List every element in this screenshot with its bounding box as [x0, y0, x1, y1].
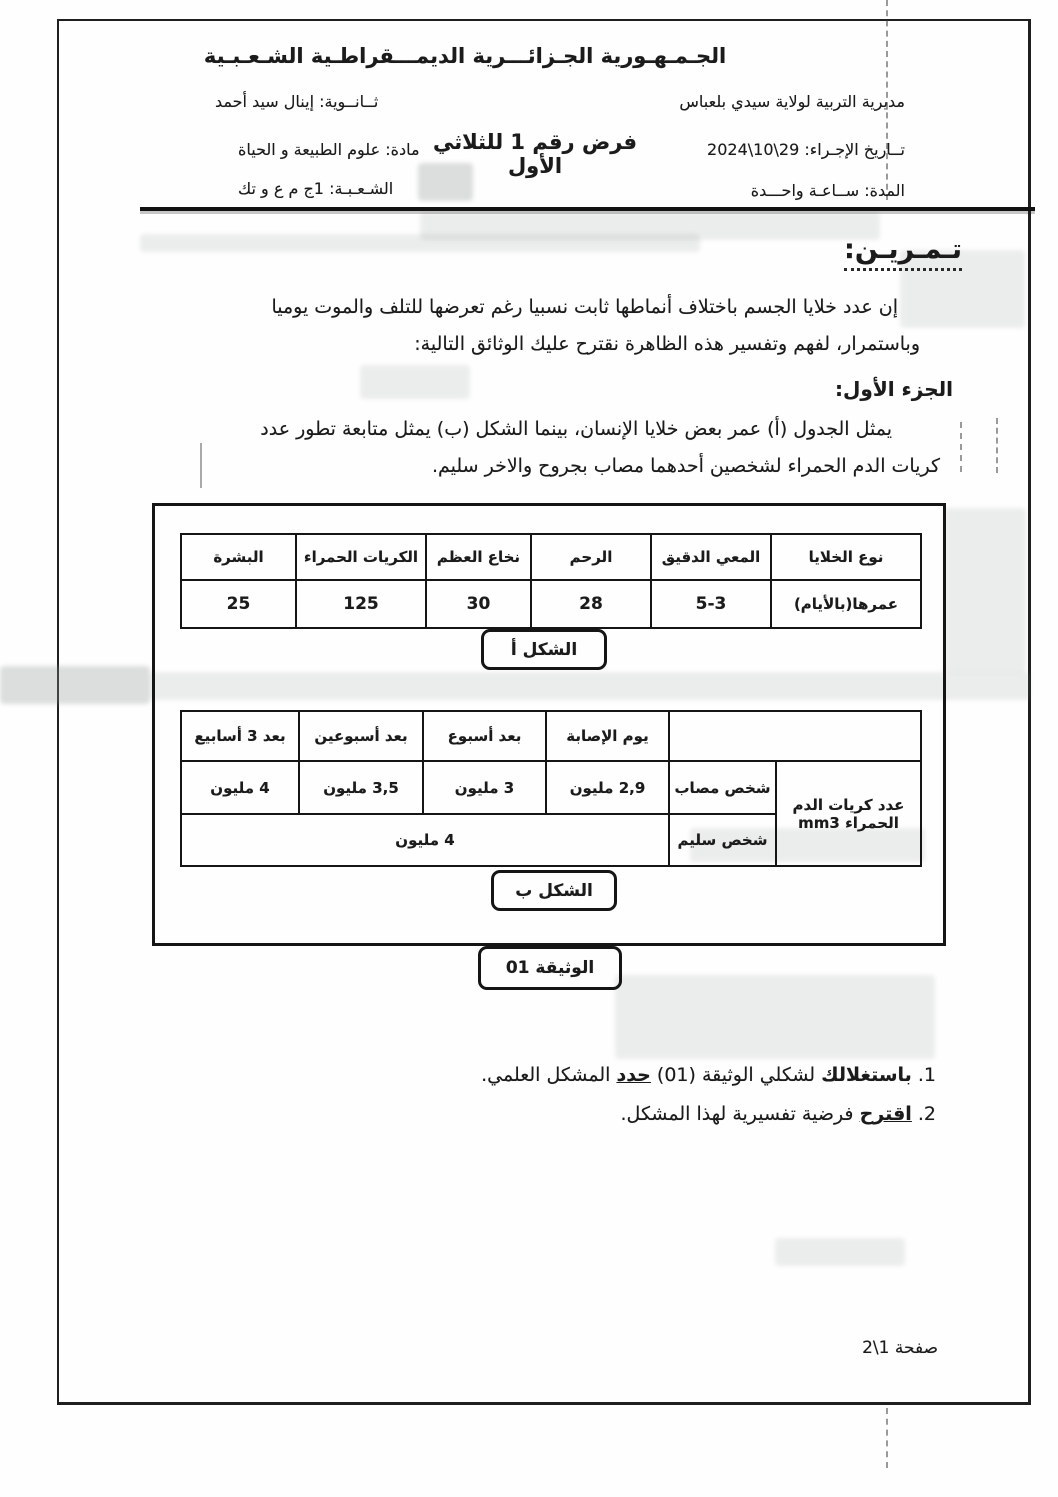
scan-artifact [0, 666, 150, 704]
table-b-rbc-count [180, 710, 922, 867]
exercise-heading: تـمـريـن: [844, 234, 962, 271]
table-b-header: بعد 3 أسابيع [181, 711, 299, 761]
question-2 [481, 1095, 936, 1134]
table-b-header: بعد أسبوعين [299, 711, 423, 761]
stream-line: الشـعـبـة: 1ج م ع و تك [238, 179, 394, 198]
document-01-frame [152, 503, 946, 946]
page-word: صفحة [894, 1338, 938, 1358]
table-a-value: 30 [426, 580, 531, 628]
table-b-value: 2,9 مليون [546, 761, 669, 814]
scan-artifact [960, 422, 962, 472]
table-b-header: بعد أسبوع [423, 711, 546, 761]
exercise-intro-line1: إن عدد خلايا الجسم باختلاف أنماطها ثابت نسبيا رغم تعرضها للتلف والموت يوميا [271, 296, 898, 318]
figure-a-caption: الشكل أ [481, 629, 607, 670]
school-line: ثــانــوية: إينال سيد أحمد [215, 92, 379, 111]
table-a-value: 125 [296, 580, 426, 628]
question-2-number: 2. [917, 1103, 936, 1125]
scan-artifact [360, 365, 470, 399]
figure-b-caption: الشكل ب [491, 870, 617, 911]
question-2-verb: اقترح [859, 1103, 912, 1125]
date-label: تــاريخ الإجـراء: [804, 140, 905, 159]
duration-line: المدة: ســاعـة واحـــدة [750, 181, 905, 200]
republic-title: الجـمـهـورية الجـزائـــرية الديمـــقراطـية الشـعـبـية [203, 44, 727, 68]
table-b-injured-row [181, 761, 921, 814]
table-a-header: البشرة [181, 534, 296, 580]
exercise-intro-line2: وباستمرار، لفهم وتفسير هذه الظاهرة نقترح عليك الوثائق التالية: [414, 333, 920, 355]
part1-intro-line1: يمثل الجدول (أ) عمر بعض خلايا الإنسان، بينما الشكل (ب) يمثل متابعة تطور عدد [260, 418, 892, 440]
table-a-value: 5-3 [651, 580, 771, 628]
table-a-value: 25 [181, 580, 296, 628]
part1-intro-line2: كريات الدم الحمراء لشخصين أحدهما مصاب بجروح والاخر سليم. [431, 455, 940, 477]
scan-artifact [420, 212, 880, 240]
table-b-healthy-label: شخص سليم [669, 814, 776, 866]
question-1 [481, 1056, 936, 1095]
table-b-healthy-value: 4 مليون [181, 814, 669, 866]
scan-artifact [775, 1238, 905, 1266]
table-b-injured-label: شخص مصاب [669, 761, 776, 814]
question-1-number: 1. [917, 1064, 936, 1086]
part1-heading: الجزء الأول: [835, 377, 953, 401]
scan-artifact [615, 975, 935, 1059]
table-a-value: 28 [531, 580, 651, 628]
subject-line: مادة: علوم الطبيعة و الحياة [238, 140, 420, 159]
table-a-header-row [181, 534, 921, 580]
scan-artifact [944, 508, 1026, 673]
question-1-lead: باستغلالك [821, 1064, 912, 1086]
table-a-header: نوع الخلايا [771, 534, 921, 580]
table-b-header: يوم الإصابة [546, 711, 669, 761]
document-01-label: الوثيقة 01 [478, 946, 622, 990]
table-b-value: 4 مليون [181, 761, 299, 814]
table-a-header: المعي الدقيق [651, 534, 771, 580]
table-b-value: 3 مليون [423, 761, 546, 814]
header-divider [140, 207, 1035, 211]
question-1-post: المشكل العلمي. [481, 1064, 611, 1086]
question-1-verb: حدد [616, 1064, 651, 1086]
directorate-line: مديرية التربية لولاية سيدي بلعباس [679, 92, 905, 111]
questions-list [481, 1056, 936, 1134]
exam-title: فرض رقم 1 للثلاثي الأول [432, 130, 638, 178]
page-number: 2\1 [862, 1338, 890, 1358]
table-a-cell-lifespan [180, 533, 922, 629]
date-value: 2024\10\29 [707, 140, 800, 159]
scan-artifact [996, 418, 998, 473]
table-a-row-label: عمرها(بالأيام) [771, 580, 921, 628]
table-a-value-row [181, 580, 921, 628]
scan-artifact [886, 1408, 888, 1468]
table-b-header-row [181, 711, 921, 761]
exam-date-line [707, 140, 905, 159]
table-b-row-label: عدد كريات الدم الحمراء mm3 [776, 761, 921, 866]
part1-intro [118, 411, 940, 485]
page-footer [862, 1338, 938, 1358]
question-2-post: فرضية تفسيرية لهذا المشكل. [620, 1103, 854, 1125]
scan-artifact [140, 234, 700, 252]
table-b-corner-cell [669, 711, 921, 761]
question-1-pre: لشكلي الوثيقة (01) [656, 1064, 816, 1086]
table-b-value: 3,5 مليون [299, 761, 423, 814]
table-a-header: نخاع العظم [426, 534, 531, 580]
exercise-intro [120, 289, 920, 363]
table-a-header: الكريات الحمراء [296, 534, 426, 580]
table-a-header: الرحم [531, 534, 651, 580]
